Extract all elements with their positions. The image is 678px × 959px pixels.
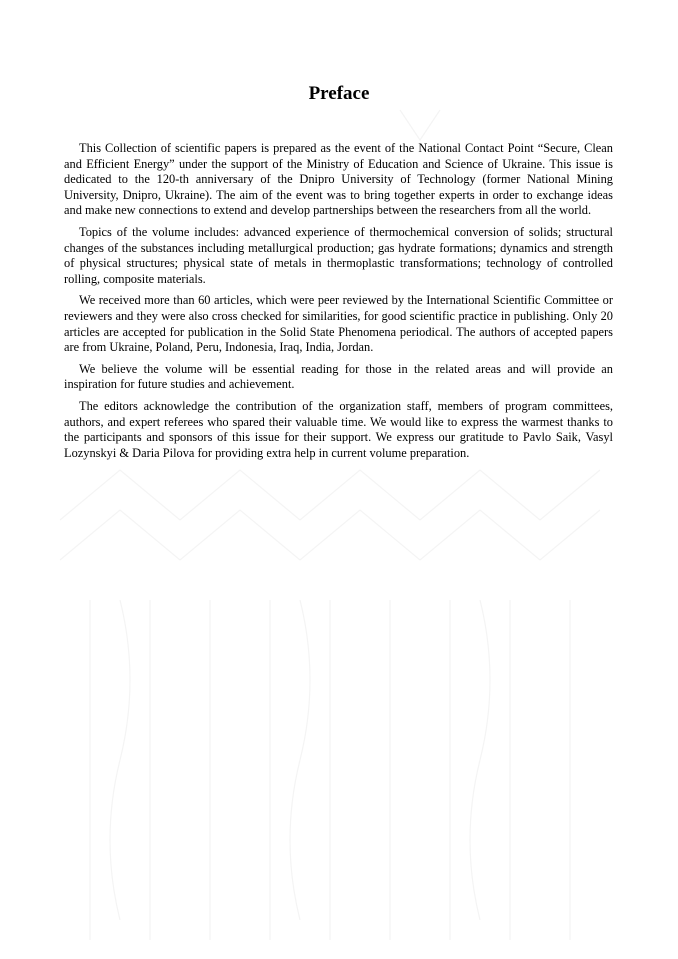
paragraph: The editors acknowledge the contribution of the organization staff, members of program committees, authors, and expert referees who spared their valuable time. We would like to express the warmest thanks to the participants and sponsors of this issue for their support. We express our gratitude to Pavlo Saik, Vasyl Lozynskyi & Daria Pilova for providing extra help in current volume preparation. — [64, 398, 613, 460]
paragraph: We believe the volume will be essential reading for those in the related areas and will provide an inspiration for future studies and achievement. — [64, 361, 613, 392]
page-title: Preface — [308, 83, 370, 104]
paragraph: This Collection of scientific papers is prepared as the event of the National Contact Point “Secure, Clean and Efficient Energy” under the support of the Ministry of Education and Science of Ukraine. This issue is dedicated to the 120-th anniversary of the Dnipro University of Technology (former National Mining University, Dnipro, Ukraine). The aim of the event was to bring together experts in order to exchange ideas and make new connections to extend and develop partnerships between the researchers from all the world. — [64, 141, 613, 218]
paragraph: Topics of the volume includes: advanced experience of thermochemical conversion of solids; structural changes of the substances including metallurgical production; gas hydrate formations; dynamics and strength of physical structures; physical state of metals in thermoplastic transformations; technology of controlled rolling, composite materials. — [64, 224, 613, 286]
preface-body — [64, 141, 613, 467]
paragraph: We received more than 60 articles, which were peer reviewed by the International Scientific Committee or reviewers and they were also cross checked for similarities, for good scientific practice in publishing. Only 20 articles are accepted for publication in the Solid State Phenomena periodical. The authors of accepted papers are from Ukraine, Poland, Peru, Indonesia, Iraq, India, Jordan. — [64, 293, 613, 355]
